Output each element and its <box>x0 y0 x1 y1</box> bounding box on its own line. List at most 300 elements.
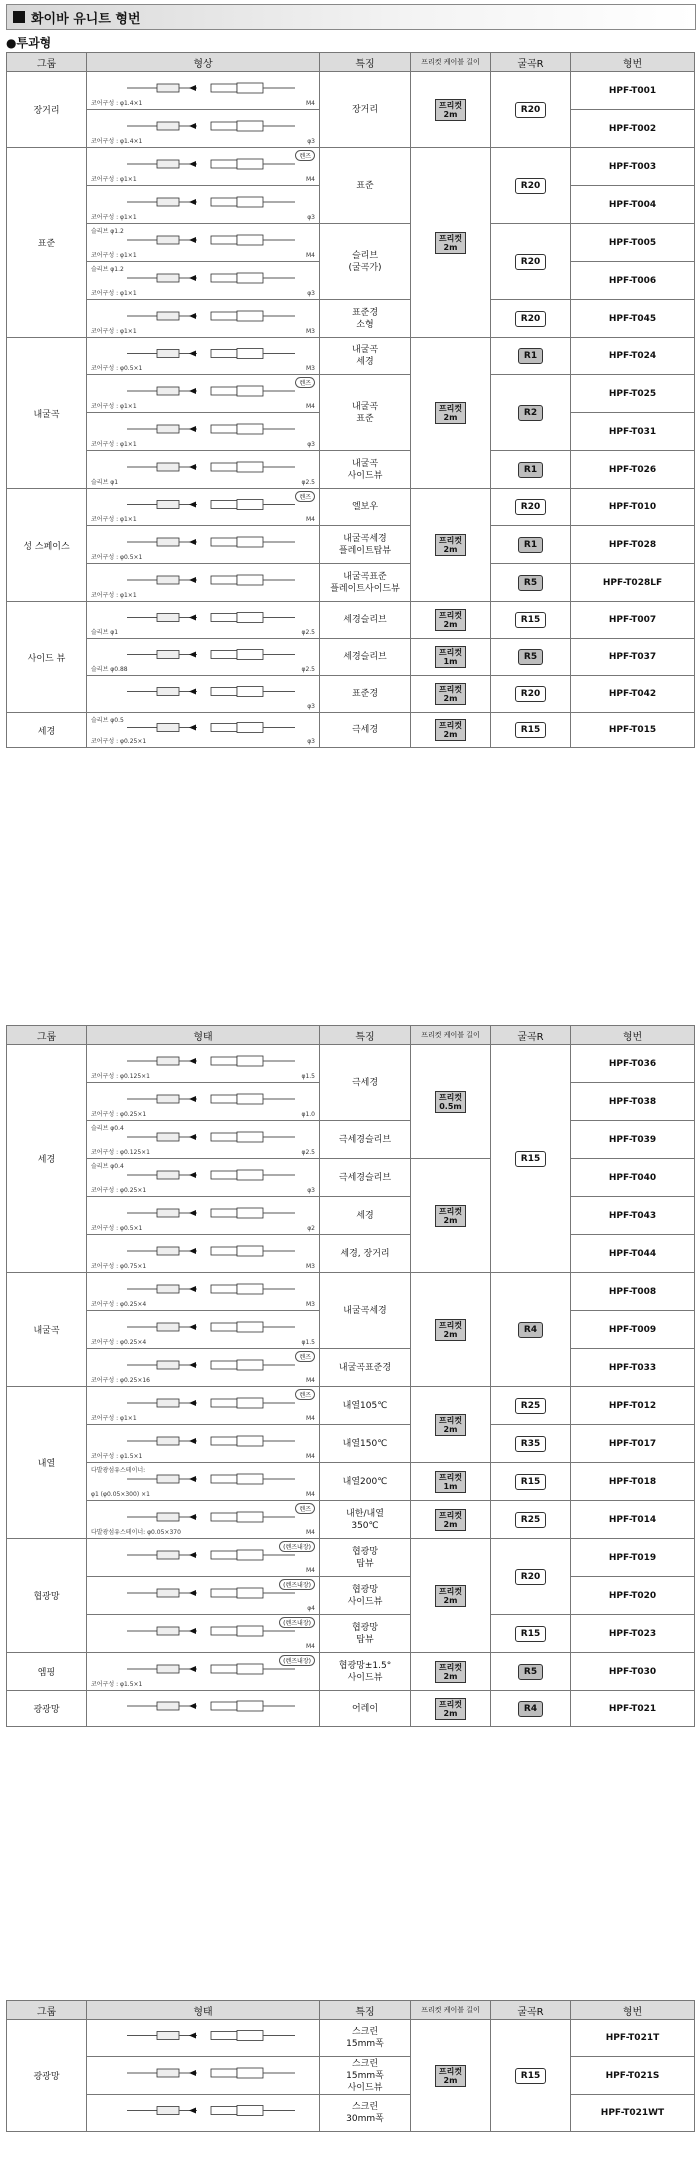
model-number: HPF-T028LF <box>571 564 695 602</box>
bend-radius-cell <box>491 1691 571 1727</box>
feature-cell: 극세경 <box>320 1045 411 1121</box>
model-number: HPF-T036 <box>571 1045 695 1083</box>
shape-cell <box>87 1615 320 1653</box>
fiber-drawing <box>127 344 297 363</box>
table-row <box>7 1387 695 1425</box>
bend-radius-badge: R20 <box>515 254 546 270</box>
table-row <box>7 2095 695 2132</box>
core-caption: 슬리브 φ1 <box>91 629 119 636</box>
shape-cell <box>87 300 320 338</box>
feature-cell: 내굴곡세경 <box>320 1273 411 1349</box>
feature-cell: 극세경 <box>320 713 411 748</box>
table-row <box>7 1121 695 1159</box>
precut-cable-badge: 프리컷 2m <box>435 1414 466 1436</box>
cable-length-cell <box>411 1501 491 1539</box>
table-row <box>7 1463 695 1501</box>
model-number: HPF-T021T <box>571 2020 695 2057</box>
core-caption: 코어구성 : φ0.125×1 <box>91 1073 150 1080</box>
feature-cell: 내굴곡표준 플레이트사이드뷰 <box>320 564 411 602</box>
bend-radius-cell <box>491 1273 571 1387</box>
bend-radius-badge: R4 <box>518 1322 543 1338</box>
bend-radius-badge: R1 <box>518 462 543 478</box>
model-number: HPF-T039 <box>571 1121 695 1159</box>
model-number: HPF-T007 <box>571 602 695 639</box>
model-number: HPF-T021WT <box>571 2095 695 2132</box>
feature-cell: 내굴곡세경 플레이트탑뷰 <box>320 526 411 564</box>
shape-cell <box>87 713 320 748</box>
bend-radius-badge: R20 <box>515 311 546 327</box>
bend-radius-badge: R1 <box>518 537 543 553</box>
sleeve-caption: 슬리브 φ0.4 <box>91 1163 124 1170</box>
bend-radius-cell <box>491 1615 571 1653</box>
feature-cell: 세경슬리브 <box>320 639 411 676</box>
column-header: 형번 <box>571 1026 695 1045</box>
feature-cell: 스크린 30mm폭 <box>320 2095 411 2132</box>
spec-table-1 <box>6 52 695 748</box>
thread-size: M4 <box>306 1453 315 1460</box>
core-caption: 코어구성 : φ1×1 <box>91 328 137 335</box>
core-caption: 코어구성 : φ1×1 <box>91 252 137 259</box>
model-number: HPF-T024 <box>571 338 695 375</box>
thread-size: φ4 <box>307 1605 315 1612</box>
column-header: 특징 <box>320 1026 411 1045</box>
model-number: HPF-T001 <box>571 72 695 110</box>
model-number: HPF-T019 <box>571 1539 695 1577</box>
shape-cell <box>87 375 320 413</box>
model-number: HPF-T044 <box>571 1235 695 1273</box>
shape-cell <box>87 1083 320 1121</box>
thread-size: φ3 <box>307 1187 315 1194</box>
feature-cell: 표준경 소형 <box>320 300 411 338</box>
table-row <box>7 526 695 564</box>
model-number: HPF-T020 <box>571 1577 695 1615</box>
table-row <box>7 1615 695 1653</box>
lens-badge: 렌즈 <box>295 1351 315 1362</box>
feature-cell: 협광망 탑뷰 <box>320 1539 411 1577</box>
shape-cell <box>87 564 320 602</box>
core-caption: 코어구성 : φ0.25×16 <box>91 1377 150 1384</box>
cable-length-cell <box>411 1045 491 1159</box>
bend-radius-badge: R35 <box>515 1436 546 1452</box>
column-header: 프리컷 케이블 길이 <box>411 53 491 72</box>
feature-cell: 표준 <box>320 148 411 224</box>
column-header: 굴곡R <box>491 2001 571 2020</box>
section-title: ●투과형 <box>6 36 52 50</box>
precut-cable-badge: 프리컷 2m <box>435 402 466 424</box>
cable-length-cell <box>411 489 491 602</box>
feature-cell: 슬리브 (굴곡가) <box>320 224 411 300</box>
column-header: 형상 <box>87 53 320 72</box>
table-row <box>7 602 695 639</box>
lens-badge: 렌즈 <box>295 150 315 161</box>
column-header: 그룹 <box>7 2001 87 2020</box>
column-header: 형태 <box>87 2001 320 2020</box>
group-cell: 성 스페이스 <box>7 489 87 602</box>
sleeve-caption: 다발광섬유스테이너: <box>91 1467 146 1474</box>
table-row <box>7 564 695 602</box>
column-header: 굴곡R <box>491 53 571 72</box>
feature-cell: 어레이 <box>320 1691 411 1727</box>
table-row <box>7 1425 695 1463</box>
table-row <box>7 1045 695 1083</box>
table-row <box>7 2057 695 2095</box>
fiber-drawing <box>127 2101 297 2120</box>
cable-length-cell <box>411 72 491 148</box>
cable-length-cell <box>411 1387 491 1463</box>
fiber-drawing <box>127 1469 297 1489</box>
core-caption: 코어구성 : φ0.5×1 <box>91 365 143 372</box>
model-number: HPF-T045 <box>571 300 695 338</box>
table-row <box>7 676 695 713</box>
thread-size: φ3 <box>307 703 315 710</box>
column-header: 굴곡R <box>491 1026 571 1045</box>
title-square-icon <box>13 11 25 23</box>
shape-cell <box>87 489 320 526</box>
bend-radius-cell <box>491 639 571 676</box>
table-row <box>7 375 695 413</box>
shape-cell <box>87 526 320 564</box>
bend-radius-cell <box>491 564 571 602</box>
group-cell: 내열 <box>7 1387 87 1539</box>
bend-radius-cell <box>491 1387 571 1425</box>
thread-size: M4 <box>306 1491 315 1498</box>
shape-cell <box>87 602 320 639</box>
thread-size: M4 <box>306 1377 315 1384</box>
model-number: HPF-T021S <box>571 2057 695 2095</box>
bend-radius-cell <box>491 1045 571 1273</box>
fiber-drawing <box>127 608 297 627</box>
column-header: 그룹 <box>7 1026 87 1045</box>
thread-size: M4 <box>306 516 315 523</box>
precut-cable-badge: 프리컷 2m <box>435 99 466 121</box>
feature-cell: 협광망±1.5° 사이드뷰 <box>320 1653 411 1691</box>
shape-cell <box>87 676 320 713</box>
thread-size: φ3 <box>307 441 315 448</box>
model-number: HPF-T030 <box>571 1653 695 1691</box>
thread-size: φ3 <box>307 138 315 145</box>
model-number: HPF-T015 <box>571 713 695 748</box>
fiber-drawing <box>127 306 297 326</box>
precut-cable-badge: 프리컷 2m <box>435 1585 466 1607</box>
feature-cell: 장거리 <box>320 72 411 148</box>
bend-radius-badge: R20 <box>515 1569 546 1585</box>
fiber-drawing <box>127 682 297 701</box>
fiber-drawing <box>127 1279 297 1299</box>
thread-size: φ2 <box>307 1225 315 1232</box>
precut-cable-badge: 프리컷 2m <box>435 1205 466 1227</box>
column-header: 그룹 <box>7 53 87 72</box>
sleeve-caption: 슬리브 φ1.2 <box>91 228 124 235</box>
core-caption: 코어구성 : φ0.5×1 <box>91 1225 143 1232</box>
bend-radius-badge: R15 <box>515 1474 546 1490</box>
fiber-drawing <box>127 1545 297 1565</box>
table-row <box>7 1273 695 1311</box>
feature-cell: 스크린 15mm폭 사이드뷰 <box>320 2057 411 2095</box>
thread-size: M4 <box>306 1529 315 1536</box>
bend-radius-cell <box>491 300 571 338</box>
fiber-drawing <box>127 1583 297 1603</box>
bend-radius-cell <box>491 489 571 526</box>
sleeve-caption: 슬리브 φ0.5 <box>91 717 124 724</box>
fiber-drawing <box>127 2063 297 2083</box>
model-number: HPF-T018 <box>571 1463 695 1501</box>
shape-cell <box>87 148 320 186</box>
fiber-drawing <box>127 381 297 401</box>
feature-cell: 세경 <box>320 1197 411 1235</box>
fiber-drawing <box>127 1203 297 1223</box>
core-caption: 코어구성 : φ0.25×1 <box>91 1111 147 1118</box>
shape-cell <box>87 1121 320 1159</box>
title-bar <box>6 4 696 30</box>
fiber-drawing <box>127 495 297 514</box>
core-caption: 코어구성 : φ1×1 <box>91 290 137 297</box>
shape-cell <box>87 2020 320 2057</box>
bend-radius-badge: R20 <box>515 102 546 118</box>
page-title: 화이바 유니트 형번 <box>31 11 141 27</box>
precut-cable-badge: 프리컷 2m <box>435 609 466 631</box>
model-number: HPF-T002 <box>571 110 695 148</box>
cable-length-cell <box>411 713 491 748</box>
core-caption: 코어구성 : φ1.5×1 <box>91 1453 143 1460</box>
shape-cell <box>87 1577 320 1615</box>
table-row <box>7 1653 695 1691</box>
feature-cell: 내열105℃ <box>320 1387 411 1425</box>
model-number: HPF-T043 <box>571 1197 695 1235</box>
bend-radius-badge: R15 <box>515 722 546 738</box>
fiber-drawing <box>127 78 297 98</box>
bend-radius-cell <box>491 72 571 148</box>
model-number: HPF-T023 <box>571 1615 695 1653</box>
bend-radius-badge: R20 <box>515 499 546 515</box>
bend-radius-cell <box>491 338 571 375</box>
shape-cell <box>87 1425 320 1463</box>
fiber-drawing <box>127 419 297 439</box>
feature-cell: 내열200℃ <box>320 1463 411 1501</box>
column-header: 프리컷 케이블 길이 <box>411 1026 491 1045</box>
fiber-drawing <box>127 154 297 174</box>
feature-cell: 내굴곡표준경 <box>320 1349 411 1387</box>
fiber-drawing <box>127 230 297 250</box>
bend-radius-cell <box>491 451 571 489</box>
core-caption: 코어구성 : φ1×1 <box>91 214 137 221</box>
shape-cell <box>87 1159 320 1197</box>
shape-cell <box>87 1691 320 1727</box>
bend-radius-badge: R2 <box>518 405 543 421</box>
shape-cell <box>87 1045 320 1083</box>
bend-radius-badge: R15 <box>515 1626 546 1642</box>
shape-cell <box>87 338 320 375</box>
core-caption: 코어구성 : φ0.25×1 <box>91 1187 147 1194</box>
group-cell: 표준 <box>7 148 87 338</box>
header-row <box>7 53 695 72</box>
fiber-drawing <box>127 1127 297 1147</box>
model-number: HPF-T012 <box>571 1387 695 1425</box>
bend-radius-cell <box>491 602 571 639</box>
feature-cell: 내굴곡 표준 <box>320 375 411 451</box>
fiber-drawing <box>127 192 297 212</box>
thread-size: M4 <box>306 1643 315 1650</box>
model-number: HPF-T028 <box>571 526 695 564</box>
fiber-drawing <box>127 457 297 477</box>
header-row <box>7 2001 695 2020</box>
thread-size: φ1.5 <box>301 1339 315 1346</box>
shape-cell <box>87 1235 320 1273</box>
bend-radius-cell <box>491 713 571 748</box>
thread-size: φ2.5 <box>301 629 315 636</box>
table-row <box>7 72 695 110</box>
lens-badge: 렌즈 <box>295 491 315 502</box>
lens-badge: (렌즈내장) <box>279 1617 315 1628</box>
model-number: HPF-T006 <box>571 262 695 300</box>
cable-length-cell <box>411 676 491 713</box>
group-cell: 세경 <box>7 713 87 748</box>
model-number: HPF-T008 <box>571 1273 695 1311</box>
model-number: HPF-T038 <box>571 1083 695 1121</box>
cable-length-cell <box>411 1539 491 1653</box>
column-header: 형태 <box>87 1026 320 1045</box>
feature-cell: 표준경 <box>320 676 411 713</box>
feature-cell: 협광망 탑뷰 <box>320 1615 411 1653</box>
bend-radius-badge: R15 <box>515 612 546 628</box>
core-caption: 코어구성 : φ0.75×1 <box>91 1263 147 1270</box>
fiber-drawing <box>127 1051 297 1071</box>
core-caption: 코어구성 : φ0.25×4 <box>91 1339 147 1346</box>
table-row <box>7 300 695 338</box>
fiber-drawing <box>127 1507 297 1527</box>
shape-cell <box>87 639 320 676</box>
cable-length-cell <box>411 1273 491 1387</box>
group-cell: 사이드 뷰 <box>7 602 87 713</box>
column-header: 특징 <box>320 53 411 72</box>
sleeve-caption: 슬리브 φ0.4 <box>91 1125 124 1132</box>
model-number: HPF-T042 <box>571 676 695 713</box>
group-cell: 장거리 <box>7 72 87 148</box>
group-cell: 세경 <box>7 1045 87 1273</box>
thread-size: M4 <box>306 1415 315 1422</box>
fiber-drawing <box>127 1355 297 1375</box>
precut-cable-badge: 프리컷 2m <box>435 683 466 705</box>
model-number: HPF-T010 <box>571 489 695 526</box>
precut-cable-badge: 프리컷 2m <box>435 534 466 556</box>
table-row <box>7 338 695 375</box>
bend-radius-cell <box>491 375 571 451</box>
thread-size: φ2.5 <box>301 666 315 673</box>
table-row <box>7 1349 695 1387</box>
shape-cell <box>87 1501 320 1539</box>
cable-length-cell <box>411 602 491 639</box>
thread-size: φ1.0 <box>301 1111 315 1118</box>
thread-size: M4 <box>306 252 315 259</box>
shape-cell <box>87 1349 320 1387</box>
table-row <box>7 639 695 676</box>
bend-radius-cell <box>491 2020 571 2132</box>
core-caption: 코어구성 : φ1×1 <box>91 592 137 599</box>
fiber-drawing <box>127 1697 297 1715</box>
precut-cable-badge: 프리컷 2m <box>435 1698 466 1720</box>
core-caption: 코어구성 : φ0.5×1 <box>91 554 143 561</box>
feature-cell: 세경, 장거리 <box>320 1235 411 1273</box>
model-number: HPF-T005 <box>571 224 695 262</box>
thread-size: φ3 <box>307 738 315 745</box>
feature-cell: 내한/내열 350℃ <box>320 1501 411 1539</box>
bend-radius-cell <box>491 1501 571 1539</box>
core-caption: φ1 (φ0.05×300) ×1 <box>91 1491 150 1498</box>
precut-cable-badge: 프리컷 2m <box>435 1661 466 1683</box>
column-header: 형번 <box>571 2001 695 2020</box>
core-caption: 코어구성 : φ1×1 <box>91 1415 137 1422</box>
bend-radius-badge: R5 <box>518 1664 543 1680</box>
lens-badge: (렌즈내장) <box>279 1579 315 1590</box>
group-cell: 광광망 <box>7 1691 87 1727</box>
fiber-drawing <box>127 1165 297 1185</box>
shape-cell <box>87 224 320 262</box>
fiber-drawing <box>127 532 297 552</box>
thread-size: φ3 <box>307 290 315 297</box>
fiber-drawing <box>127 116 297 136</box>
core-caption: 코어구성 : φ0.25×4 <box>91 1301 147 1308</box>
cable-length-cell <box>411 2020 491 2132</box>
bend-radius-cell <box>491 1463 571 1501</box>
bend-radius-cell <box>491 148 571 224</box>
group-cell: 광광망 <box>7 2020 87 2132</box>
bend-radius-badge: R15 <box>515 2068 546 2084</box>
thread-size: φ3 <box>307 214 315 221</box>
thread-size: M3 <box>306 365 315 372</box>
thread-size: M3 <box>306 328 315 335</box>
shape-cell <box>87 2057 320 2095</box>
lens-badge: 렌즈 <box>295 1503 315 1514</box>
lens-badge: (렌즈내장) <box>279 1541 315 1552</box>
feature-cell: 내열150℃ <box>320 1425 411 1463</box>
model-number: HPF-T021 <box>571 1691 695 1727</box>
column-header: 형번 <box>571 53 695 72</box>
core-caption: 슬리브 φ1 <box>91 479 119 486</box>
bend-radius-cell <box>491 676 571 713</box>
table-row <box>7 489 695 526</box>
shape-cell <box>87 110 320 148</box>
core-caption: 코어구성 : φ1.5×1 <box>91 1681 143 1688</box>
lens-badge: 렌즈 <box>295 377 315 388</box>
fiber-drawing <box>127 1393 297 1413</box>
thread-size: φ2.5 <box>301 1149 315 1156</box>
cable-length-cell <box>411 1653 491 1691</box>
fiber-drawing <box>127 1621 297 1641</box>
shape-cell <box>87 1539 320 1577</box>
fiber-drawing <box>127 645 297 664</box>
bend-radius-cell <box>491 224 571 300</box>
core-caption: 슬리브 φ0.88 <box>91 666 128 673</box>
thread-size: M3 <box>306 1301 315 1308</box>
spec-table-3 <box>6 2000 695 2132</box>
model-number: HPF-T026 <box>571 451 695 489</box>
model-number: HPF-T040 <box>571 1159 695 1197</box>
feature-cell: 협광망 사이드뷰 <box>320 1577 411 1615</box>
fiber-drawing <box>127 1317 297 1337</box>
table-row <box>7 1691 695 1727</box>
thread-size: φ1.5 <box>301 1073 315 1080</box>
precut-cable-badge: 프리컷 2m <box>435 2065 466 2087</box>
table-row <box>7 1235 695 1273</box>
bend-radius-badge: R4 <box>518 1701 543 1717</box>
precut-cable-badge: 프리컷 2m <box>435 1319 466 1341</box>
core-caption: 코어구성 : φ1×1 <box>91 176 137 183</box>
model-number: HPF-T025 <box>571 375 695 413</box>
group-cell: 내굴곡 <box>7 1273 87 1387</box>
shape-cell <box>87 413 320 451</box>
bend-radius-badge: R15 <box>515 1151 546 1167</box>
shape-cell <box>87 186 320 224</box>
table-row <box>7 1539 695 1577</box>
